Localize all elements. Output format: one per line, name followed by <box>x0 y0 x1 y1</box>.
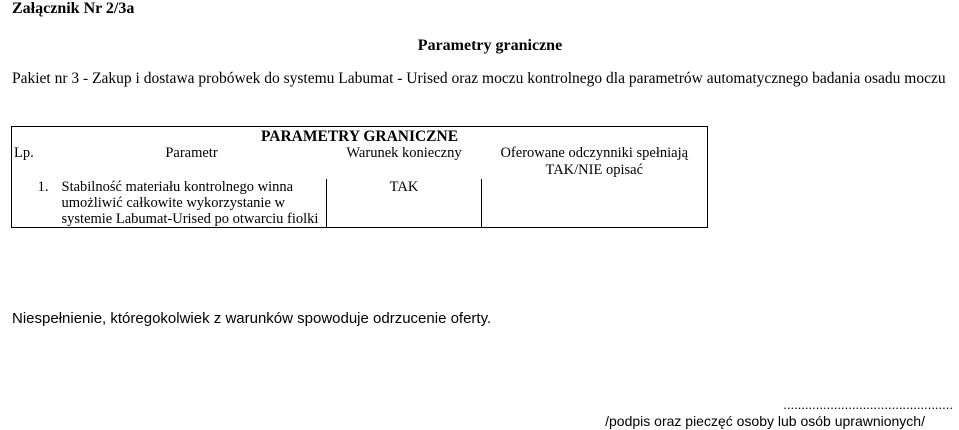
parameters-table <box>11 126 708 228</box>
header-lp: Lp. <box>12 145 57 179</box>
header-condition: Warunek konieczny <box>346 145 462 161</box>
attachment-label: Załącznik Nr 2/3a <box>12 0 135 17</box>
signature-label: /podpis oraz pieczęć osoby lub osób uprawnionych/ <box>605 413 925 429</box>
document-title: Parametry graniczne <box>417 37 563 54</box>
header-parameter: Parametr <box>165 145 218 161</box>
table-title: PARAMETRY GRANICZNE <box>12 127 708 146</box>
footer-note: Niespełnienie, któregokolwiek z warunków spowoduje odrzucenie oferty. <box>12 310 492 327</box>
signature-dots: ............................................... <box>783 397 953 412</box>
package-line: Pakiet nr 3 - Zakup i dostawa probówek do systemu Labumat - Urised oraz moczu kontrolnego dla parametrów automatycznego badania osadu moczu <box>12 70 946 87</box>
table-row <box>12 179 708 228</box>
row-condition: TAK <box>327 179 482 228</box>
row-offer <box>482 179 708 228</box>
row-parameter: Stabilność materiału kontrolnego winna umożliwić całkowite wykorzystanie w systemie Labumat-Urised po otwarciu fiolki <box>57 179 327 228</box>
row-lp: 1. <box>12 179 57 228</box>
header-offer: Oferowane odczynniki spełniają TAK/NIE opisać <box>482 145 708 179</box>
